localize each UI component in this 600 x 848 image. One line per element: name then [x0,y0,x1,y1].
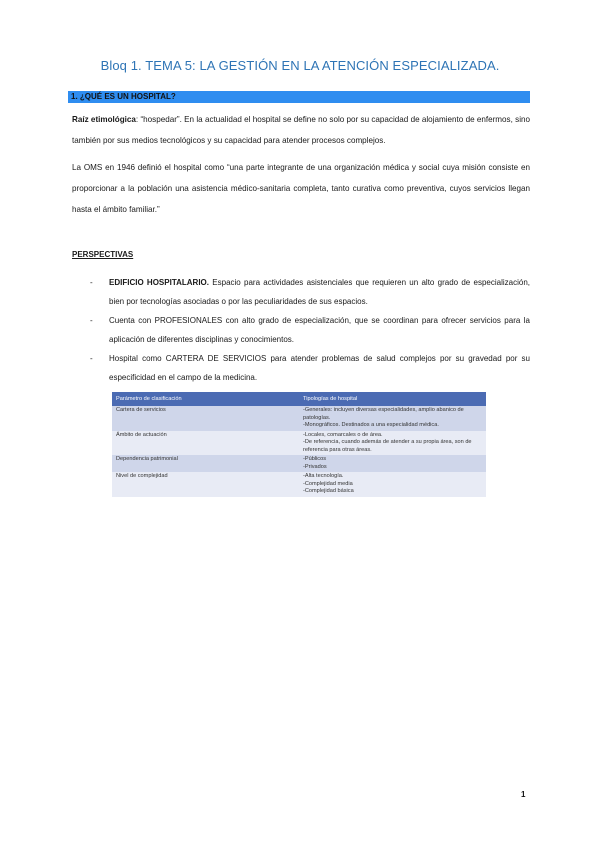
table-cell-line: -De referencia, cuando además de atender a su propia área, son de referencia para otras áreas. [303,439,472,453]
table-cell-line: -Alta tecnología. [303,473,344,479]
perspectivas-list [72,273,530,387]
list-item: - Cuenta con PROFESIONALES con alto grado de especialización, que se coordinan para ofrecer servicios para la aplicación de diferentes disciplinas y conocimientos. [90,316,530,344]
table-header-types: Tipologías de hospital [299,392,486,406]
table-row [112,431,486,456]
etymology-paragraph [72,109,530,151]
list-item: - EDIFICIO HOSPITALARIO. Espacio para actividades asistenciales que requieren un alto grado de especialización, bien por tecnologías asociadas o por las peculiaridades de sus espacios. [90,278,531,306]
hospital-classification-table [112,392,486,497]
table-cell-param: Nivel de complejidad [112,472,299,497]
table-cell-param: Dependencia patrimonial [112,455,299,472]
section-heading: 1. ¿QUÉ ES UN HOSPITAL? [71,92,176,101]
etymology-text: : “hospedar”. En la actualidad el hospital se define no solo por su capacidad de alojamiento de enfermos, sino también por sus medios tecnológicos y su capacidad para atender procesos complejos. [72,115,530,145]
table-cell-line: -Complejidad básica [303,488,354,494]
table-cell-types [299,455,486,472]
table-cell-line: -Privados [303,463,327,470]
list-item: - Hospital como CARTERA DE SERVICIOS para atender problemas de salud complejos por su gravedad por su especificidad en el campo de la medicina. [90,354,530,382]
table-cell-param: Cartera de servicios [112,406,299,431]
table-cell-line: -Generales: incluyen diversas especialidades, amplio abanico de patologías. [303,407,464,421]
list-item-bold: EDIFICIO HOSPITALARIO. [109,278,210,287]
table-header-param: Parámetro de clasificación [112,392,299,406]
table-row [112,455,486,472]
table-cell-param: Ámbito de actuación [112,431,299,456]
table-cell-line: -Complejidad media [303,480,353,487]
list-item-text: Espacio para actividades asistenciales que requieren un alto grado de especialización, bien por tecnologías asociadas o por las peculiaridades de sus espacios. [109,278,531,306]
table-cell-line: -Monográficos. Destinados a una especialidad médica. [303,422,439,428]
table-header-row [112,392,486,406]
list-item-text: Cuenta con PROFESIONALES con alto grado de especialización, que se coordinan para ofrecer servicios para la aplicación de diferentes disciplinas y conocimientos. [109,316,530,344]
table-cell-line: -Locales, comarcales o de área. [303,431,383,438]
perspectivas-title: PERSPECTIVAS [72,250,134,259]
oms-definition-paragraph: La OMS en 1946 definió el hospital como “una parte integrante de una organización médica y social cuya misión consiste en proporcionar a la población una asistencia médico-sanitaria completa, tanto curativa como preventiva, cuyos servicios llegan hasta el ámbito familiar.” [72,163,530,214]
table-cell-line: -Públicos [303,456,327,462]
section-heading-bar [68,91,530,103]
page-number: 1 [521,790,526,799]
table-cell-types [299,472,486,497]
list-item-text: Hospital como CARTERA DE SERVICIOS para atender problemas de salud complejos por su gravedad por su especificidad en el campo de la medicina. [109,354,530,382]
table-row [112,472,486,497]
document-title: Bloq 1. TEMA 5: LA GESTIÓN EN LA ATENCIÓN ESPECIALIZADA. [100,58,500,73]
table-cell-types [299,406,486,431]
table-row [112,406,486,431]
table-cell-types [299,431,486,456]
etymology-label: Raíz etimológica [72,115,136,124]
